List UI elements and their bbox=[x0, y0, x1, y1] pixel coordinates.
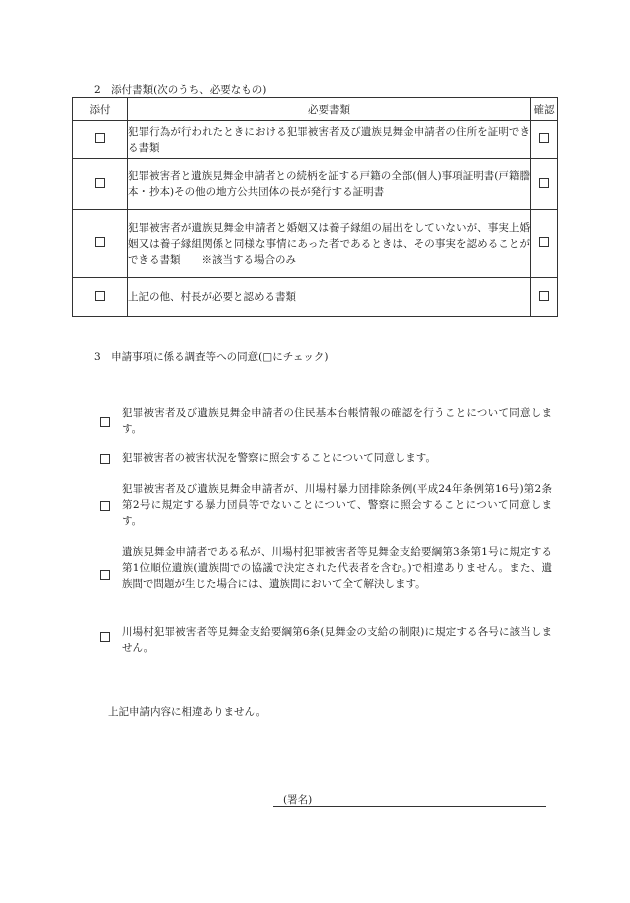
consent-text: 犯罪被害者の被害状況を警察に照会することについて同意します。 bbox=[122, 452, 436, 464]
attach-checkbox-2[interactable] bbox=[95, 178, 105, 188]
consent-checkbox-1[interactable] bbox=[100, 417, 110, 427]
confirm-checkbox-1[interactable] bbox=[539, 133, 549, 143]
consent-checkbox-3[interactable] bbox=[100, 501, 110, 511]
required-doc-text: 犯罪行為が行われたときにおける犯罪被害者及び遺族見舞金申請者の住所を証明できる書類 bbox=[128, 121, 531, 159]
attach-checkbox-3[interactable] bbox=[95, 237, 105, 247]
section-2-title: 2 添付書類(次のうち、必要なもの) bbox=[94, 84, 267, 96]
header-required-docs: 必要書類 bbox=[128, 98, 531, 121]
section-3-title: 3 申請事項に係る調査等への同意(□にチェック) bbox=[94, 351, 329, 363]
signature-label: (署名) bbox=[283, 794, 313, 806]
required-doc-text: 犯罪被害者が遺族見舞金申請者と婚姻又は養子縁組の届出をしていないが、事実上婚姻又は養子縁組関係と同様な事情にあった者であるときは、その事実を認めることができる書類 ※該当する場合のみ bbox=[128, 210, 531, 278]
required-doc-text: 犯罪被害者と遺族見舞金申請者との続柄を証する戸籍の全部(個人)事項証明書(戸籍謄本・抄本)その他の地方公共団体の長が発行する証明書 bbox=[128, 159, 531, 210]
header-confirm: 確認 bbox=[531, 98, 558, 121]
attach-checkbox-1[interactable] bbox=[95, 133, 105, 143]
consent-checkbox-2[interactable] bbox=[100, 454, 110, 464]
confirm-checkbox-4[interactable] bbox=[539, 291, 549, 301]
confirm-checkbox-3[interactable] bbox=[539, 237, 549, 247]
confirmation-statement: 上記申請内容に相違ありません。 bbox=[108, 706, 267, 718]
consent-text: 犯罪被害者及び遺族見舞金申請者の住民基本台帳情報の確認を行うことについて同意します。 bbox=[122, 407, 552, 435]
consent-checkbox-4[interactable] bbox=[100, 570, 110, 580]
table-row bbox=[73, 121, 558, 159]
consent-text: 川場村犯罪被害者等見舞金支給要綱第6条(見舞金の支給の制限)に規定する各号に該当しません。 bbox=[122, 626, 552, 654]
table-header-row bbox=[73, 98, 558, 121]
signature-line[interactable] bbox=[273, 793, 546, 807]
header-attach: 添付 bbox=[73, 98, 128, 121]
attach-checkbox-4[interactable] bbox=[95, 291, 105, 301]
table-row bbox=[73, 210, 558, 278]
consent-checkbox-5[interactable] bbox=[100, 632, 110, 642]
consent-text: 遺族見舞金申請者である私が、川場村犯罪被害者等見舞金支給要綱第3条第1号に規定する第1位順位遺族(遺族間での協議で決定された代表者を含む。)で相違ありません。また、遺族間で問題が生じた場合には、遺族間において全て解決します。 bbox=[122, 546, 552, 590]
consent-text: 犯罪被害者及び遺族見舞金申請者が、川場村暴力団排除条例(平成24年条例第16号)第2条第2号に規定する暴力団員等でないことについて、警察に照会することについて同意します。 bbox=[122, 483, 552, 527]
attachment-table bbox=[72, 97, 558, 317]
table-row bbox=[73, 159, 558, 210]
table-row bbox=[73, 278, 558, 317]
confirm-checkbox-2[interactable] bbox=[539, 178, 549, 188]
required-doc-text: 上記の他、村長が必要と認める書類 bbox=[128, 278, 531, 317]
